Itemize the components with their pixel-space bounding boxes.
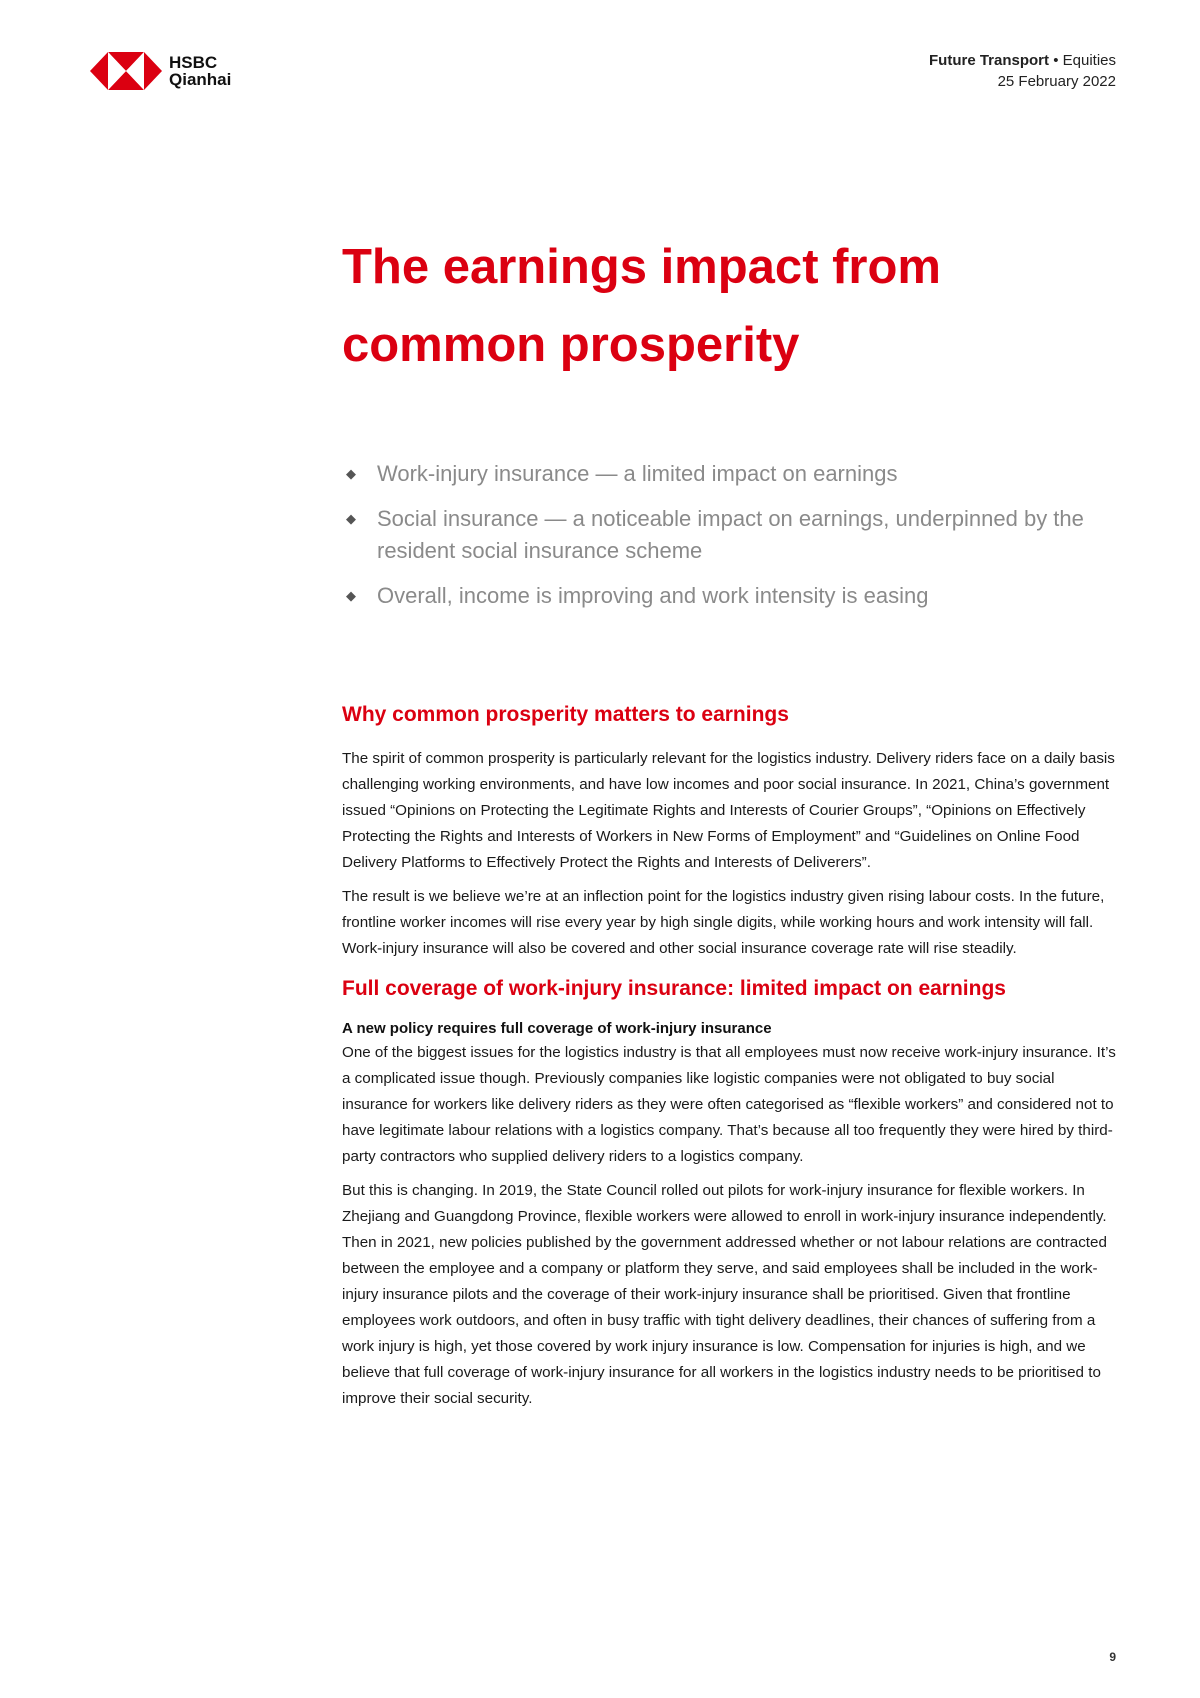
body-paragraph: The spirit of common prosperity is particularly relevant for the logistics industry. Delivery riders face on a daily basis challenging working environments, and have low incomes and poor social insurance. In 2021, China’s government issued “Opinions on Protecting the Legitimate Rights and Interests of Courier Groups”, “Opinions on Effectively Protecting the Rights and Interests of Workers in New Forms of Employment” and “Guidelines on Online Food Delivery Platforms to Effectively Protect the Rights and Interests of Deliverers”. [342,750,1115,871]
diamond-bullet-icon: ◆ [346,466,356,481]
summary-item-text: Overall, income is improving and work intensity is easing [377,583,929,608]
page-title [342,228,1102,384]
summary-item-text: Work-injury insurance — a limited impact on earnings [377,461,898,486]
page-title-line-1: The earnings impact from [342,240,942,294]
diamond-bullet-icon: ◆ [346,588,356,603]
bullet-separator: • [1053,52,1059,69]
page-title-line-2: common prosperity [342,318,800,372]
section-heading: Why common prosperity matters to earnings [342,703,789,726]
summary-item [342,458,1132,490]
summary-item [342,503,1132,567]
body-paragraph: But this is changing. In 2019, the State Council rolled out pilots for work-injury insurance for flexible workers. In Zhejiang and Guangdong Province, flexible workers were allowed to enroll in work-injury insurance independently. Then in 2021, new policies published by the government addressed whether or not labour relations are contracted between the employee and a company or platform they serve, and said employees shall be included in the work-injury insurance pilots and the coverage of their work-injury insurance shall be prioritised. Given that frontline employees work outdoors, and often in busy traffic with tight delivery deadlines, their chances of suffering from a work injury is high, yet those covered by work injury insurance is low. Compensation for injuries is high, and we believe that full coverage of work-injury insurance for all workers in the logistics industry needs to be prioritised to improve their social security. [342,1182,1107,1407]
logo-line-qianhai: Qianhai [169,70,232,89]
logo-text [169,54,231,88]
body-paragraph: One of the biggest issues for the logistics industry is that all employees must now receive work-injury insurance. It’s a complicated issue though. Previously companies like logistic companies were not obligated to buy social insurance for workers like delivery riders as they were often categorised as “flexible workers” and considered not to have legitimate labour relations with a logistics company. That’s because all too frequently they were hired by third-party contractors who supplied delivery riders to a logistics company. [342,1044,1116,1165]
article-body [342,702,1122,1420]
body-paragraph: The result is we believe we’re at an inflection point for the logistics industry given rising labour costs. In the future, frontline worker incomes will rise every year by high single digits, while working hours and work intensity will fall. Work-injury insurance will also be covered and other social insurance coverage rate will rise steadily. [342,888,1105,957]
summary-bullets [342,458,1132,625]
report-category: Equities [1062,52,1116,69]
page-number: 9 [1109,1650,1116,1664]
report-header-info [929,50,1116,92]
section-heading: Full coverage of work-injury insurance: limited impact on earnings [342,977,1006,1000]
report-series-line [929,50,1116,71]
summary-item-text: Social insurance — a noticeable impact on earnings, underpinned by the resident social insurance scheme [377,506,1084,563]
report-series: Future Transport [929,52,1050,69]
report-date: 25 February 2022 [997,73,1116,90]
sub-heading: A new policy requires full coverage of work-injury insurance [342,1020,772,1037]
hsbc-hexagon-logo-icon [90,52,162,90]
diamond-bullet-icon: ◆ [346,511,356,526]
logo-line-hsbc: HSBC [169,53,218,72]
brand-logo [90,52,231,90]
summary-item [342,580,1132,612]
